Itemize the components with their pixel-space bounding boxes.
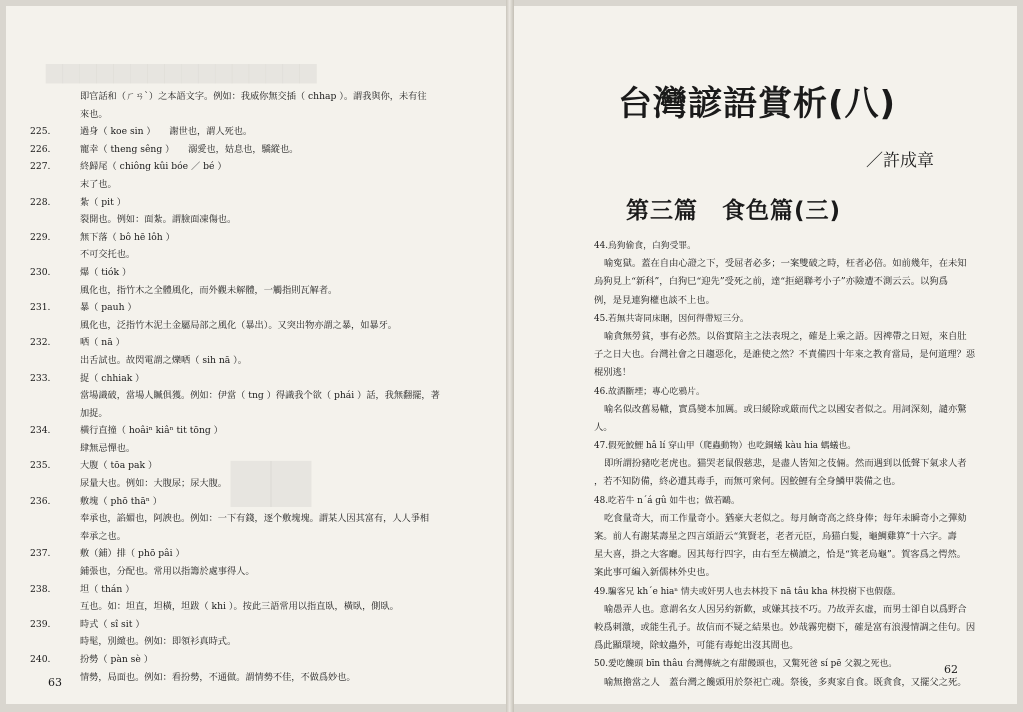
entry-text: 坦（ thán ） bbox=[80, 583, 135, 595]
body-line: 星大喜，掛之大客廳。因其每行四字，由右至左橫讀之，恰是“箕老烏龜”。賀客爲之愕然。 bbox=[594, 549, 967, 561]
entry-line bbox=[30, 598, 470, 616]
body-line: 吃食量奇大，而工作量奇小。猶豪大老似之。每月餉奇高之終身俸；每年未瞬奇小之彈劾 bbox=[604, 512, 967, 524]
entry-line bbox=[30, 405, 470, 423]
entry-text: 終歸尾（ chiông kûi bóe ／ bé ） bbox=[80, 161, 227, 173]
entry-text: 奉承之也。 bbox=[80, 530, 126, 542]
entry-line bbox=[30, 123, 470, 141]
entry-line bbox=[30, 264, 470, 282]
entry-text: 爆（ tiók ） bbox=[80, 266, 132, 278]
entry-line bbox=[30, 370, 470, 388]
entry-text: 風化也，泛指竹木泥土金屬局部之風化（暴出）。又突出物亦謂之暴，如暴牙。 bbox=[80, 319, 397, 331]
glossary-entries bbox=[30, 88, 470, 686]
entry-line bbox=[30, 422, 470, 440]
entry-number: 226. bbox=[30, 143, 51, 155]
page-number: 62 bbox=[944, 663, 958, 676]
body-line: 喻愚弄人也。意謂名女人因另約新歡，或嫌其技不巧。乃故弄玄虛，而男士卻自以爲野合 bbox=[604, 603, 967, 615]
entry-text: 鋪張也，分配也。常用以指籌於處事得人。 bbox=[80, 566, 255, 578]
entry-number: 240. bbox=[30, 654, 51, 665]
body-line: 案此事可編入新儒林外史也。 bbox=[594, 567, 715, 579]
proverb-heading: 50.愛吃饞頭 bīn thâu 台灣傳統之有甜饅頭也，又驚死爸 sí pē 父親之死也。 bbox=[594, 659, 898, 670]
entry-line bbox=[30, 334, 470, 352]
body-line: 案。前人有謝某壽星之四言頌語云“箕賢老，老者元臣，烏猫白髮，龜鯛雞算”十六字。壽 bbox=[594, 531, 957, 542]
entry-text: 無下落（ bô hē lôh ） bbox=[80, 231, 175, 243]
entry-text: 扮勢（ pàn sè ） bbox=[80, 654, 153, 665]
entry-text: 不可交托也。 bbox=[80, 249, 136, 261]
entry-line bbox=[30, 246, 470, 264]
entry-number: 233. bbox=[30, 372, 51, 384]
entry-text: 尿量大也。例如：大腹尿；尿大腹。 bbox=[80, 478, 227, 490]
entry-line bbox=[30, 317, 470, 335]
entry-text: 大腹（ tōa pak ） bbox=[80, 460, 158, 472]
entry-text: 暴（ pauh ） bbox=[80, 302, 137, 314]
body-line: ，若不知防備，終必遭其毒手，而無可衆何。因鮫鯉有全身鱗甲裝備之也。 bbox=[594, 476, 901, 488]
entry-line bbox=[30, 528, 470, 546]
article-author: ／許成章 bbox=[866, 151, 934, 171]
entry-line bbox=[30, 510, 470, 528]
entry-line bbox=[30, 282, 470, 300]
body-line: 喻無擔當之人 蓋台灣之饞頭用於祭祀亡魂。祭後，多爽家自食。既貪食，又擺父之死。 bbox=[604, 676, 967, 688]
entry-text: 過身（ koe sin ） 謝世也，謂人死也。 bbox=[80, 126, 253, 138]
entry-line bbox=[30, 563, 470, 581]
proverb-heading: 49.騙客兄 kh´e hiaⁿ 情夫或奸男人也去林投下 nā tâu kha 林投樹下也假蔭。 bbox=[594, 586, 901, 597]
entry-text: 即官話和（ㄏㄢˋ）之本語文字。例如：我威你無交插（ chhap ）。謂我與你，未有往 bbox=[80, 91, 427, 102]
entry-number: 227. bbox=[30, 161, 51, 173]
book-gutter bbox=[506, 0, 514, 712]
entry-line bbox=[30, 229, 470, 247]
entry-line bbox=[30, 633, 470, 651]
entry-text: 奉承也，諂媚也，阿諛也。例如：一下有錢，逐个敷塊塊。謂某人因其富有，人人爭相 bbox=[80, 513, 430, 525]
entry-number: 232. bbox=[30, 337, 51, 349]
entry-number: 228. bbox=[30, 196, 51, 208]
entry-number: 230. bbox=[30, 266, 51, 278]
proverb-heading: 47.假死鮫鯉 hâ lí 穿山甲（爬蟲動物）也吃銅蟻 kàu hia 螞蟻也。 bbox=[594, 441, 857, 452]
body-line: 烏狗見上“新科”，白狗巳“迎先”受死之前，達“拒絕聯考小子”亦險遭不測云云。以狗爲 bbox=[594, 276, 948, 288]
entry-line bbox=[30, 581, 470, 599]
entry-line bbox=[30, 88, 470, 106]
body-line: 人。 bbox=[594, 421, 613, 433]
entry-text: 出舌試也。故閃電謂之爍哂（ sih nā ）。 bbox=[80, 354, 247, 366]
entry-line bbox=[30, 651, 470, 669]
entry-number: 235. bbox=[30, 460, 51, 472]
proverb-heading: 44.烏狗偷食，白狗受罪。 bbox=[594, 241, 696, 251]
body-line: 棍別逃！ bbox=[594, 367, 632, 379]
proverb-heading: 46.故酒斷堙；專心吃鴉片。 bbox=[594, 386, 705, 397]
entry-line bbox=[30, 669, 470, 687]
entry-line bbox=[30, 299, 470, 317]
entry-number: 225. bbox=[30, 126, 51, 138]
entry-line bbox=[30, 440, 470, 458]
entry-text: 捉（ chhiak ） bbox=[80, 372, 145, 384]
show-through-text: ▆▆ bbox=[231, 446, 311, 507]
body-line: 喻寃獄。蓋在自由心證之下，受屈者必多；一案雙破之時，枉者必倍。如前幾年，在未知 bbox=[604, 258, 967, 270]
page-number: 63 bbox=[48, 676, 62, 689]
entry-line bbox=[30, 158, 470, 176]
article-title: 台灣諺語賞析(八) bbox=[618, 84, 897, 124]
body-line: 喻名似改舊易轍，實爲變本加厲。或曰緩除或厳而代之以國安者似之。用詞深刻，譴亦驚 bbox=[604, 403, 967, 415]
body-line: 子之日大也。台灣社會之日趨惡化，是誰使之然？不責備四十年來之教育當局，是何道理？惡 bbox=[594, 349, 976, 361]
entry-text: 橫行直撞（ hoâiⁿ kiâⁿ tit tōng ） bbox=[80, 425, 223, 437]
entry-line bbox=[30, 545, 470, 563]
entry-line bbox=[30, 176, 470, 194]
entry-text: 風化也，指竹木之全體風化，而外觀未解體，一觸指則瓦解者。 bbox=[80, 284, 338, 296]
entry-line bbox=[30, 457, 470, 475]
entry-line bbox=[30, 493, 470, 511]
entry-line bbox=[30, 106, 470, 124]
entry-line bbox=[30, 211, 470, 229]
article-body bbox=[594, 237, 992, 692]
entry-number: 238. bbox=[30, 583, 51, 595]
entry-text: 肆無忌憚也。 bbox=[80, 442, 136, 454]
entry-number: 234. bbox=[30, 425, 51, 437]
body-line: 喻貪無勞貧，事有必然。以俗實陪主之法表現之，確是上乘之語。因裨帶之日短，來自肚 bbox=[604, 330, 967, 342]
entry-line bbox=[30, 475, 470, 493]
entry-text: 情勢，局面也。例如：看扮勢，不通做。謂情勢不佳，不做爲妙也。 bbox=[80, 671, 356, 683]
body-line: 即所謂扮豬吃老虎也。猫哭老鼠假慈悲，是盡人皆知之伎倆。然而遇到以低聲下氣求人者 bbox=[604, 458, 967, 470]
right-page bbox=[514, 6, 1017, 704]
entry-text: 裂開也。例如：面紮。謂臉面凍傷也。 bbox=[80, 214, 237, 226]
entry-text: 時髦，別緻也。例如：即領衫真時式。 bbox=[80, 636, 237, 648]
entry-number: 239. bbox=[30, 618, 51, 630]
show-through-text: ▆▆▆▆▆▆▆▆▆▆▆▆▆▆▆▆ bbox=[46, 58, 317, 84]
proverb-heading: 48.吃若牛 n´á gû 如牛也；做若鷗。 bbox=[594, 495, 740, 506]
entry-line bbox=[30, 616, 470, 634]
entry-line bbox=[30, 194, 470, 212]
entry-number: 237. bbox=[30, 548, 51, 560]
proverb-heading: 45.若無共寄同床睏，因何得帶短三分。 bbox=[594, 313, 749, 324]
section-heading: 第三篇 食色篇(三) bbox=[626, 198, 842, 224]
body-line: 例，是見連狗權也談不上也。 bbox=[594, 294, 715, 306]
entry-text: 紮（ pit ） bbox=[80, 196, 126, 208]
left-page bbox=[6, 6, 506, 704]
entry-text: 敷塊（ phō thāⁿ ） bbox=[80, 495, 162, 507]
entry-line bbox=[30, 387, 470, 405]
entry-text: 互也。如：坦直，坦橫，坦跋（ khi ）。按此三語常用以指直臥，橫臥，側臥。 bbox=[80, 601, 399, 613]
body-line: 較爲刺激，或能生孔子。故信而不疑之結果也。妙哉霧兜樹下，確是富有浪漫情調之佳句。因 bbox=[594, 621, 976, 633]
entry-text: 哂（ nā ） bbox=[80, 337, 125, 349]
entry-text: 寵幸（ theng sêng ） 溺愛也，姑息也，驕縱也。 bbox=[80, 143, 299, 155]
entry-text: 末了也。 bbox=[80, 178, 117, 190]
entry-text: 當場識破，當場人贓俱獲。例如：伊當（ tng ）得識我个欲（ phái ）話，我無翻擺，著 bbox=[80, 390, 440, 402]
entry-text: 敷（鋪）排（ phō pâi ） bbox=[80, 548, 185, 560]
entry-line bbox=[30, 352, 470, 370]
entry-text: 時式（ sî sit ） bbox=[80, 618, 145, 630]
entry-text: 來也。 bbox=[80, 108, 108, 120]
entry-line bbox=[30, 141, 470, 159]
entry-number: 229. bbox=[30, 231, 51, 243]
body-line: 爲此顯環境，除蚊蟲外，可能有毒蛇出沒其間也。 bbox=[594, 640, 799, 652]
entry-text: 加捉。 bbox=[80, 407, 108, 419]
entry-number: 236. bbox=[30, 495, 51, 507]
entry-number: 231. bbox=[30, 302, 51, 314]
